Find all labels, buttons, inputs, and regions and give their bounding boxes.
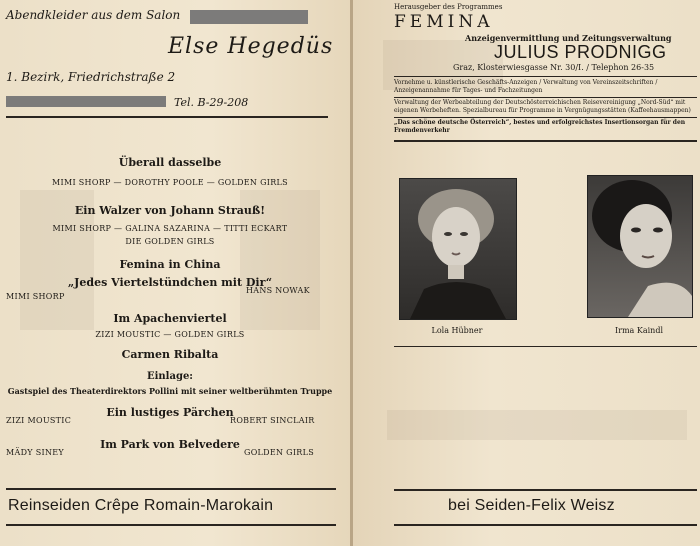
- program-right-name: GOLDEN GIRLS: [244, 448, 315, 457]
- program-right-name: ROBERT SINCLAIR: [230, 416, 315, 425]
- right-footer-ad: bei Seiden-Felix Weisz: [448, 497, 615, 514]
- program-cast: DIE GOLDEN GIRLS: [125, 237, 215, 246]
- censored-bar: [6, 96, 166, 107]
- portrait-image: [400, 179, 516, 319]
- salon-line: Abendkleider aus dem Salon: [6, 8, 181, 22]
- program-subtitle: Gastspiel des Theaterdirektors Pollini mit seiner weltberühmten Truppe: [7, 386, 333, 396]
- portrait-photo: [587, 175, 693, 318]
- program-title: Überall dasselbe: [118, 156, 222, 169]
- divider: [6, 488, 336, 490]
- salon-address: 1. Bezirk, Friedrichstraße 2: [6, 70, 176, 84]
- divider: [6, 116, 328, 118]
- portrait-image: [588, 176, 692, 317]
- salon-phone: Tel. B-29-208: [174, 96, 249, 109]
- program-title: Im Apachenviertel: [113, 312, 227, 325]
- photo-caption: Irma Kaindl: [614, 326, 664, 335]
- divider: [394, 97, 697, 98]
- divider: [394, 76, 697, 77]
- divider: [6, 524, 336, 526]
- divider: [394, 524, 697, 526]
- program-title: Einlage:: [146, 371, 193, 382]
- publisher-address: Graz, Klosterwiesgasse Nr. 30/I. / Telephon 26-35: [453, 63, 655, 72]
- divider: [394, 346, 697, 347]
- werbe-text: Verwaltung der Werbeabteilung der Deutschösterreichischen Reisevereinigung „Nord-Süd“ mit eigenen Werbeheften. Spezialbureau für Programme in Vergnügungsstätten (Kaffeehausmappen): [394, 99, 691, 114]
- program-cast: MIMI SHORP — GALINA SAZARINA — TITTI ECKART: [52, 224, 288, 233]
- right-page: [353, 0, 700, 546]
- left-footer-ad: Reinseiden Crêpe Romain-Marokain: [8, 497, 274, 514]
- program-title: Femina in China: [119, 258, 221, 271]
- program-title: Im Park von Belvedere: [100, 438, 240, 451]
- program-left-name: ZIZI MOUSTIC: [6, 416, 72, 425]
- program-cast: ZIZI MOUSTIC — GOLDEN GIRLS: [95, 330, 245, 339]
- divider: [394, 117, 697, 118]
- owner-name: JULIUS PRODNIGG: [494, 42, 667, 62]
- censored-bar: [190, 10, 308, 24]
- portrait-photo: [399, 178, 517, 320]
- divider: [394, 140, 697, 142]
- program-right-name: HANS NOWAK: [246, 286, 310, 295]
- program-title: Ein lustiges Pärchen: [106, 406, 234, 419]
- services-text: Vornehme u. künstlerische Geschäfts-Anzeigen / Verwaltung von Vereinszeitschriften / Anzeigenannahme für Tages- und Fachzeitungen: [394, 79, 658, 94]
- program-title: Ein Walzer von Johann Strauß!: [74, 204, 266, 217]
- agency-line: Anzeigenvermittlung und Zeitungsverwaltung: [465, 33, 672, 43]
- program-cast: MIMI SHORP — DOROTHY POOLE — GOLDEN GIRLS: [52, 178, 288, 187]
- ghost-image: [387, 410, 687, 440]
- divider: [394, 489, 697, 491]
- salon-name: Else Hegedüs: [168, 34, 334, 59]
- publisher-label: Herausgeber des Programmes: [394, 3, 503, 11]
- program-left-name: MIMI SHORP: [6, 292, 65, 301]
- program-title: Carmen Ribalta: [121, 348, 219, 361]
- program-song: „Jedes Viertelstündchen mit Dir“: [67, 276, 273, 289]
- slogan-text: „Das schöne deutsche Österreich“, bestes und erfolgreichstes Insertionsorgan für den Fremdenverkehr: [394, 119, 686, 134]
- photo-caption: Lola Hübner: [431, 326, 483, 335]
- program-left-name: MÄDY SINEY: [6, 448, 64, 457]
- femina-title: FEMINA: [394, 12, 494, 32]
